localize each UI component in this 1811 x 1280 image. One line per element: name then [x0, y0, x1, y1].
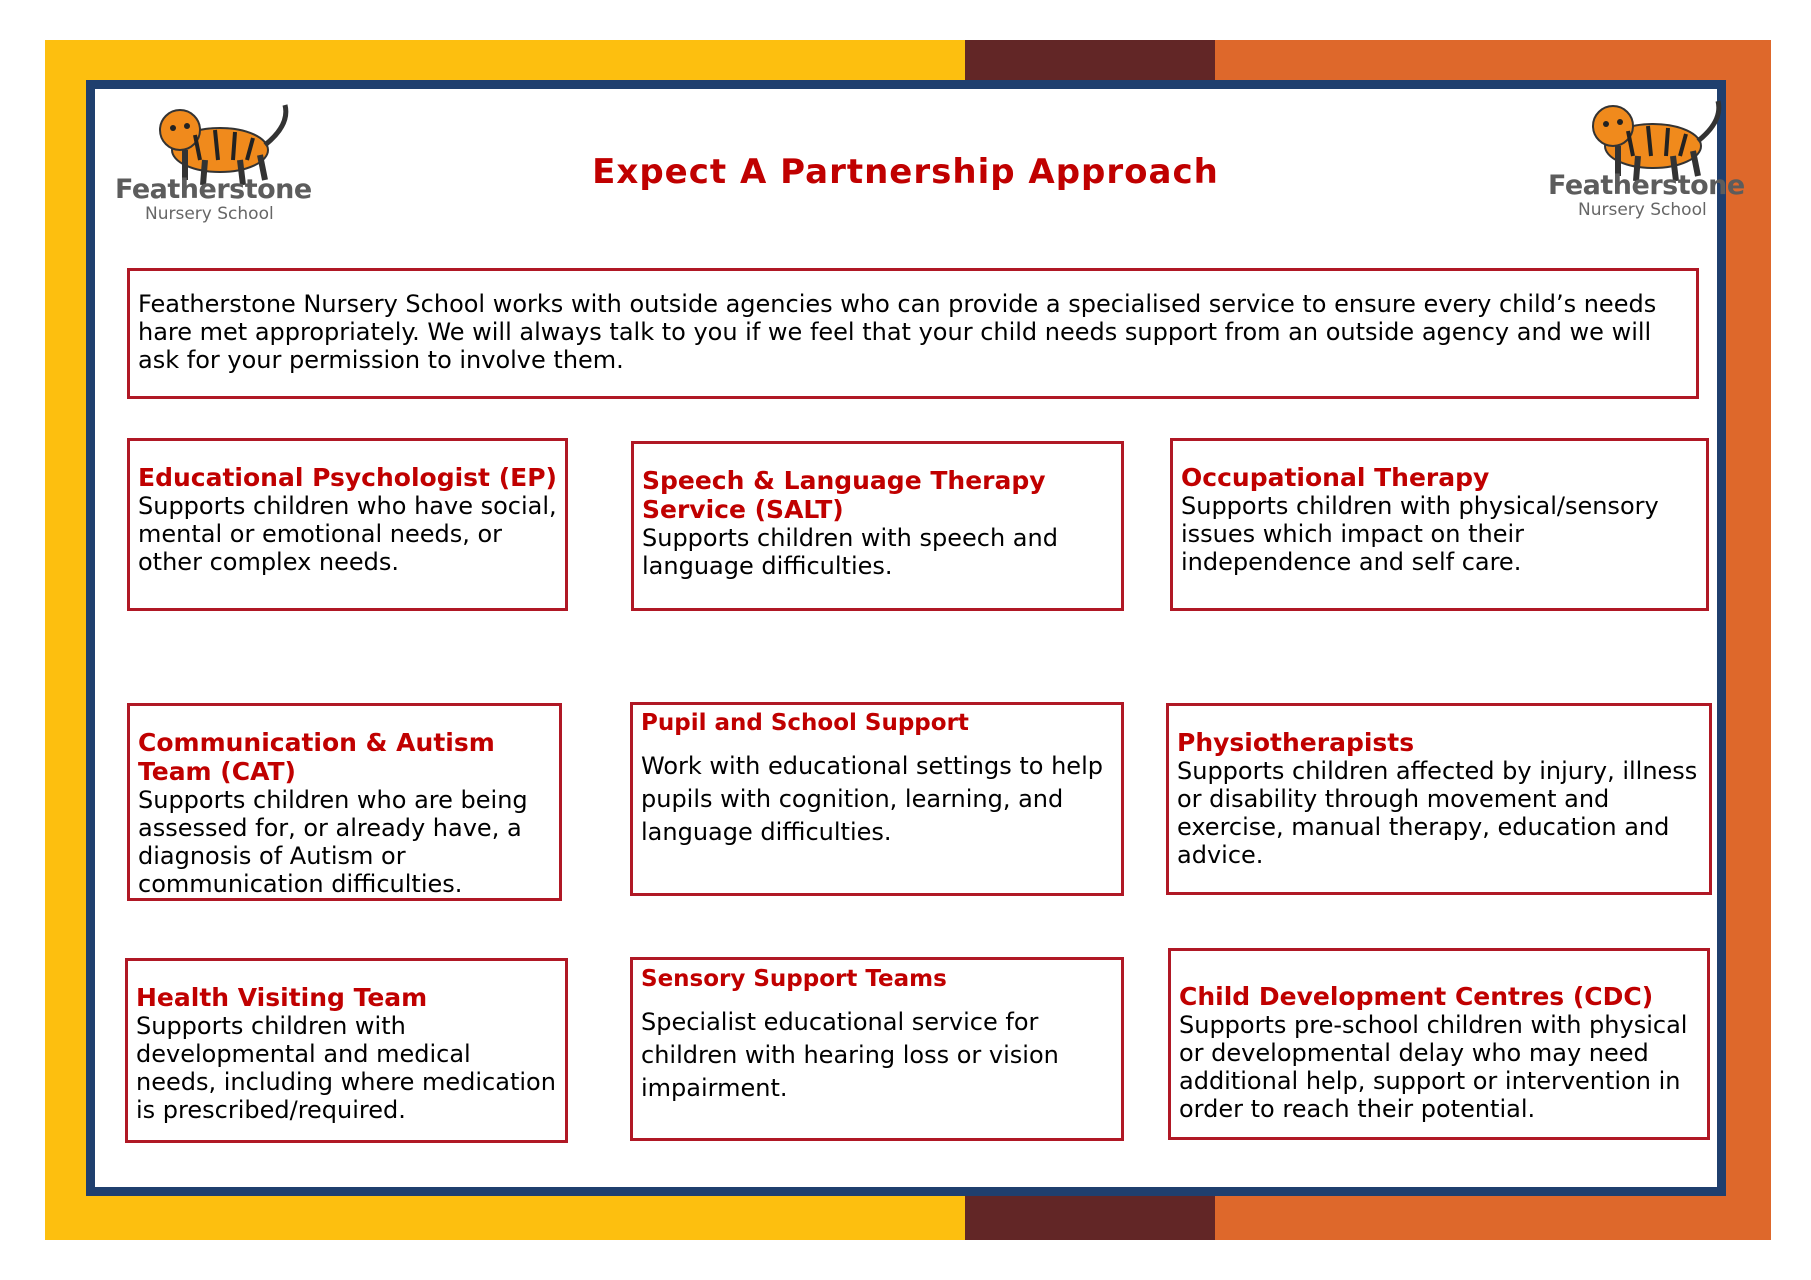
card-title: Pupil and School Support — [641, 710, 969, 736]
card-sensory-support — [630, 957, 1124, 1141]
card-text: Supports children with physical/sensory issues which impact on their independence and self care. — [1181, 492, 1659, 576]
card-title: Physiotherapists — [1177, 728, 1415, 757]
intro-box — [127, 268, 1699, 399]
intro-text: Featherstone Nursery School works with outside agencies who can provide a specialised service to ensure every child’s needs hare met appropriately. We will always talk to you if we feel that your child needs support from an outside agency and we will ask for your permission to involve them. — [138, 290, 1657, 374]
card-text: Supports pre-school children with physical or developmental delay who may need additional help, support or intervention in order to reach their potential. — [1179, 1011, 1688, 1123]
card-text: Supports children with developmental and medical needs, including where medication is prescribed/required. — [136, 1012, 556, 1124]
card-text: Supports children with speech and language difficulties. — [642, 524, 1058, 580]
card-title: Health Visiting Team — [136, 983, 428, 1012]
card-text: Supports children affected by injury, illness or disability through movement and exercise, manual therapy, education and advice. — [1177, 757, 1698, 869]
page-title: Expect A Partnership Approach — [592, 152, 1219, 192]
card-text: Supports children who are being assessed for, or already have, a diagnosis of Autism or communication difficulties. — [138, 786, 528, 898]
logo-subtitle: Nursery School — [145, 204, 274, 224]
card-communication-autism — [127, 703, 562, 901]
logo-name: Featherstone — [1548, 170, 1745, 201]
card-occupational-therapy — [1170, 438, 1709, 611]
card-child-development-centres — [1168, 948, 1710, 1140]
card-title: Sensory Support Teams — [641, 966, 947, 992]
card-speech-language — [631, 441, 1124, 611]
card-title: Occupational Therapy — [1181, 463, 1490, 492]
card-title: Child Development Centres (CDC) — [1179, 982, 1654, 1011]
card-pupil-school-support — [630, 702, 1124, 896]
card-title: Speech & Language Therapy Service (SALT) — [642, 466, 1046, 524]
card-text: Specialist educational service for children with hearing loss or vision impairment. — [641, 1008, 1059, 1102]
logo-subtitle: Nursery School — [1578, 200, 1707, 220]
card-educational-psychologist — [127, 438, 568, 611]
card-physiotherapists — [1166, 703, 1712, 895]
card-title: Educational Psychologist (EP) — [138, 463, 557, 492]
card-text: Work with educational settings to help pupils with cognition, learning, and language difficulties. — [641, 752, 1103, 846]
logo-name: Featherstone — [115, 174, 312, 205]
card-text: Supports children who have social, mental or emotional needs, or other complex needs. — [138, 492, 557, 576]
card-health-visiting — [125, 958, 568, 1143]
card-title: Communication & Autism Team (CAT) — [138, 728, 495, 786]
